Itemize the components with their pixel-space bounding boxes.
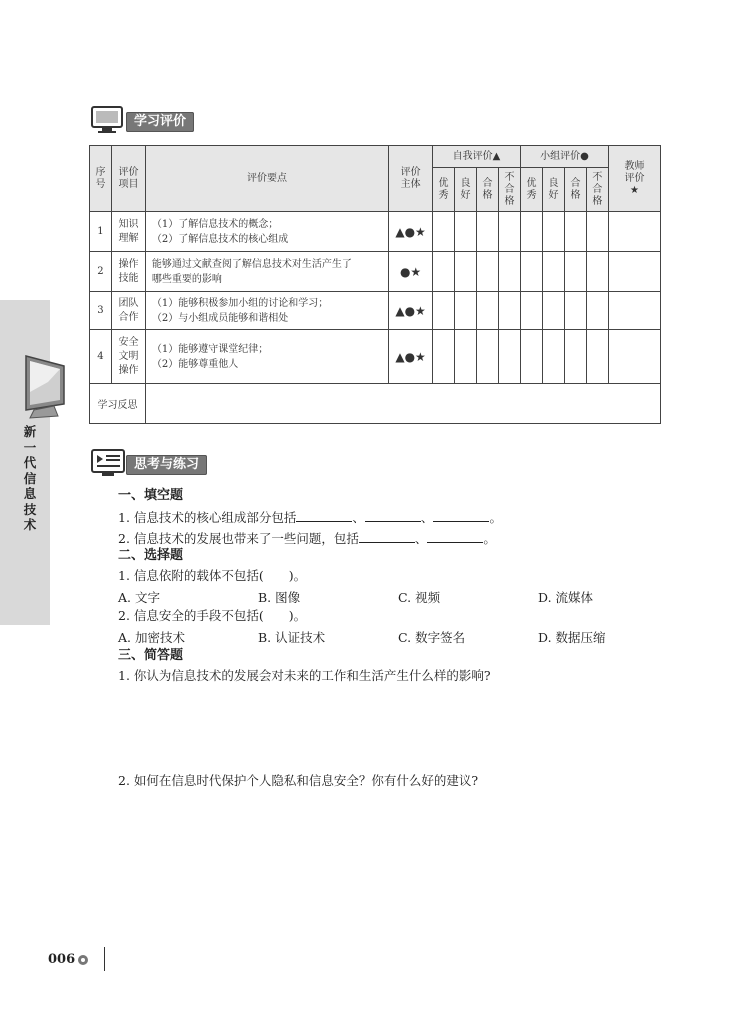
page-number: 006 (48, 952, 76, 967)
header-seq: 序号 (90, 146, 112, 212)
row-subject: ●★ (389, 252, 433, 292)
page-marker-icon (78, 955, 88, 965)
grade-good: 良好 (542, 168, 564, 212)
row-subject: ▲●★ (389, 330, 433, 384)
short-question-1: 1. 你认为信息技术的发展会对未来的工作和生活产生什么样的影响? (118, 668, 491, 683)
header-subject: 评价主体 (389, 146, 433, 212)
row-number: 1 (90, 212, 112, 252)
row-item: 操作技能 (111, 252, 145, 292)
row-subject: ▲●★ (389, 212, 433, 252)
fill-question-1: 1. 信息技术的核心组成部分包括 、 、 。 (118, 510, 502, 525)
choice-question-2: 2. 信息安全的手段不包括( )。 (118, 608, 307, 623)
fill-question-2: 2. 信息技术的发展也带来了一些问题，包括 、 。 (118, 531, 496, 546)
blank-field[interactable] (359, 530, 415, 543)
choice-option[interactable]: C. 数字签名 (398, 630, 466, 645)
blank-field[interactable] (433, 509, 489, 522)
row-number: 3 (90, 292, 112, 330)
row-points: 能够通过文献查阅了解信息技术对生活产生了 哪些重要的影响 (145, 252, 388, 292)
monitor-icon (18, 352, 68, 422)
reflection-label: 学习反思 (90, 384, 146, 424)
choice-option[interactable]: D. 数据压缩 (538, 630, 606, 645)
header-points: 评价要点 (145, 146, 388, 212)
row-points: （1）了解信息技术的概念； （2）了解信息技术的核心组成 (145, 212, 388, 252)
grade-excellent: 优秀 (433, 168, 455, 212)
row-number: 4 (90, 330, 112, 384)
grade-fail: 不合格 (586, 168, 608, 212)
blank-field[interactable] (365, 509, 421, 522)
row-points: （1）能够积极参加小组的讨论和学习； （2）与小组成员能够和谐相处 (145, 292, 388, 330)
header-teacher-eval: 教师评价★ (608, 146, 660, 212)
choice-option[interactable]: A. 加密技术 (118, 630, 185, 645)
video-screen-icon (90, 448, 130, 478)
header-item: 评价项目 (111, 146, 145, 212)
answer-area[interactable] (118, 690, 658, 765)
monitor-icon (90, 105, 130, 135)
table-row (90, 292, 661, 330)
grade-excellent: 优秀 (520, 168, 542, 212)
row-number: 2 (90, 252, 112, 292)
section-title: 思考与练习 (126, 455, 207, 475)
row-item: 团队合作 (111, 292, 145, 330)
table-row (90, 212, 661, 252)
row-item: 知识理解 (111, 212, 145, 252)
grade-pass: 合格 (564, 168, 586, 212)
choice-option[interactable]: B. 图像 (258, 590, 301, 605)
reflection-row (90, 384, 661, 424)
row-points: （1）能够遵守课堂纪律； （2）能够尊重他人 (145, 330, 388, 384)
footer-divider (104, 947, 105, 971)
row-item: 安全文明操作 (111, 330, 145, 384)
header-self-eval: 自我评价▲ (433, 146, 521, 168)
choice-option[interactable]: D. 流媒体 (538, 590, 594, 605)
header-group-eval: 小组评价● (520, 146, 608, 168)
choice-option[interactable]: B. 认证技术 (258, 630, 326, 645)
grade-fail: 不合格 (499, 168, 521, 212)
choice-option[interactable]: C. 视频 (398, 590, 441, 605)
choice-option[interactable]: A. 文字 (118, 590, 160, 605)
table-row (90, 252, 661, 292)
table-row (90, 330, 661, 384)
evaluation-table (89, 145, 661, 424)
side-tab-title: 新一代信息技术 (23, 424, 37, 532)
choice-heading: 二、选择题 (118, 548, 184, 563)
fill-heading: 一、填空题 (118, 488, 184, 503)
blank-field[interactable] (296, 509, 352, 522)
reflection-field[interactable] (145, 384, 660, 424)
grade-good: 良好 (455, 168, 477, 212)
short-heading: 三、简答题 (118, 648, 184, 663)
choice-question-1: 1. 信息依附的载体不包括( )。 (118, 568, 307, 583)
section-header-practice (90, 448, 240, 472)
grade-pass: 合格 (477, 168, 499, 212)
section-header-evaluation (90, 105, 230, 129)
blank-field[interactable] (427, 530, 483, 543)
section-title: 学习评价 (126, 112, 194, 132)
short-question-2: 2. 如何在信息时代保护个人隐私和信息安全？你有什么好的建议? (118, 773, 479, 788)
row-subject: ▲●★ (389, 292, 433, 330)
answer-area[interactable] (118, 795, 658, 925)
